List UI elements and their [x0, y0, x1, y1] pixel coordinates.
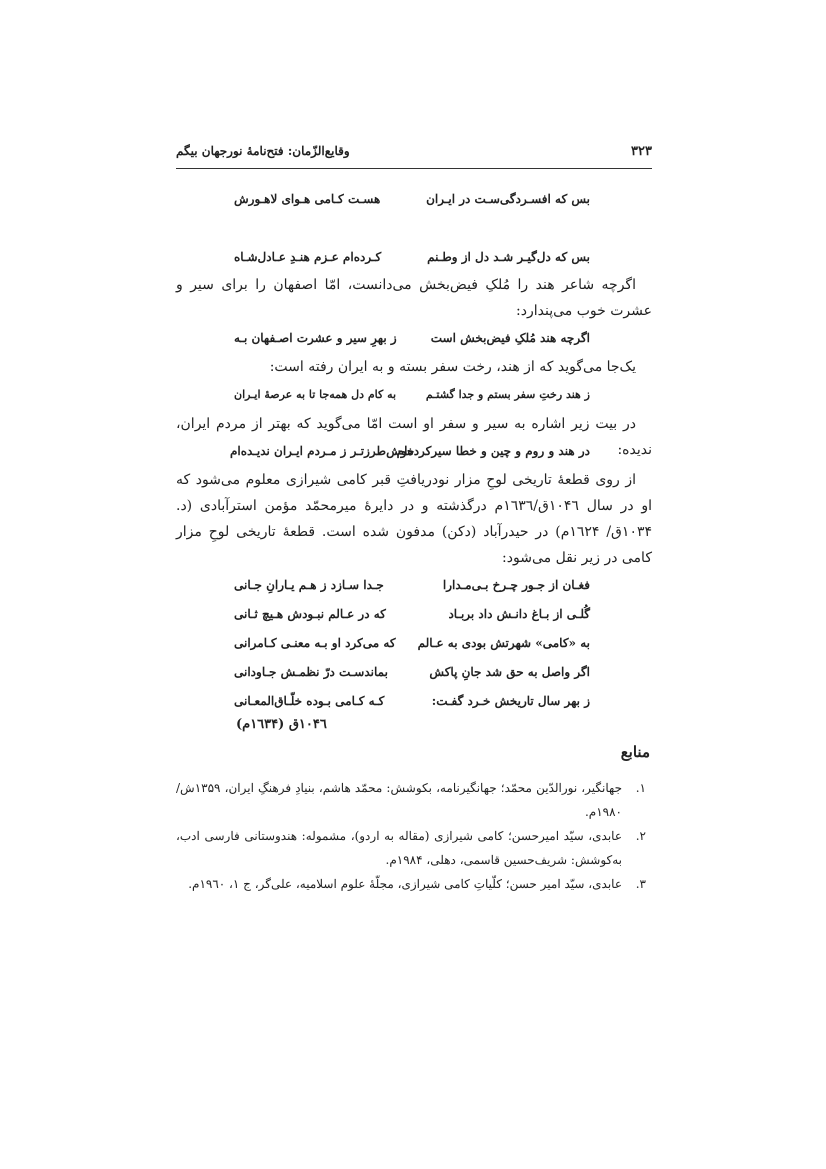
running-title: وقایع‌الزّمان: فتح‌نامهٔ نورجهان بیگم — [176, 144, 350, 158]
source-text: جهانگیر، نورالدّین محمّد؛ جهانگیرنامه، بکوشش: محمّد هاشم، بنیادِ فرهنگِ ایران، ۱۳۵۹ش/۱۹۸۰م. — [176, 781, 622, 819]
verse-hemistich-first: به «کامی» شهرتش بودی به عـالم — [417, 636, 590, 650]
verse-couplet — [234, 578, 590, 596]
verse-hemistich-second: بماندسـت درّ نظمـش جـاودانی — [234, 665, 388, 679]
verse-hemistich-first: اگر واصل به حق شد جانِ پاکش — [429, 665, 590, 679]
paragraph: اگرچه شاعر هند را مُلکِ فیض‌بخش می‌دانست، امّا اصفهان را برای سیر و عشرت خوب می‌پندارد: — [176, 277, 652, 319]
verse-couplet — [234, 331, 590, 349]
paragraph: یک‌جا می‌گوید که از هند، رخت سفر بسته و به ایران رفته است: — [269, 359, 636, 375]
verse-hemistich-second: که در عـالم نبـودش هـیچ ثـانی — [234, 607, 386, 621]
verse-hemistich-second: خوش‌طرزتـر ز مـردم ایـران ندیـده‌ام — [230, 444, 415, 458]
verse-couplet — [234, 250, 590, 268]
verse-hemistich-second: ز بهرِ سیر و عشرت اصـفهان بـه — [234, 331, 397, 345]
verse-hemistich-second: کـه کـامی بـوده خلّـاق‌المعـانی — [234, 694, 385, 708]
verse-hemistich-first: بس که دل‌گیـر شـد دل از وطـنم — [427, 250, 590, 264]
verse-couplet — [234, 636, 590, 654]
verse-hemistich-first: بس که افسـردگی‌سـت در ایـران — [426, 192, 590, 206]
tomb-date: ۱۰۴٦ق (۱٦۳۴م) — [236, 717, 327, 732]
source-number: ۲. — [635, 829, 646, 843]
verse-couplet — [234, 665, 590, 683]
paragraph: در بیت زیر اشاره به سیر و سفر او است امّا می‌گوید که بهتر از مردم ایران، ندیده: — [176, 416, 652, 458]
verse-couplet — [234, 694, 590, 712]
verse-hemistich-first: ز بهر سال تاریخش خـرد گفـت: — [431, 694, 590, 708]
verse-couplet — [234, 388, 590, 404]
source-text: عابدی، سیّد امیرحسن؛ کامی شیرازی (مقاله به اردو)، مشموله: هندوستانی فارسی ادب، به‌کوشش: شریف‌حسین قاسمی، دهلی، ۱۹۸۴م. — [176, 829, 622, 867]
verse-hemistich-second: کـرده‌ام عـزم هنـدِ عـادل‌شـاه — [234, 250, 382, 264]
source-text: عابدی، سیّد امیر حسن؛ کلّیاتِ کامی شیرازی، مجلّهٔ علوم اسلامیه، علی‌گر، ج ۱، ۱۹٦۰م. — [188, 877, 622, 891]
source-number: ۱. — [635, 781, 646, 795]
verse-couplet — [234, 607, 590, 625]
verse-hemistich-first: اگرچه هند مُلکِ فیض‌بخش است — [430, 331, 590, 345]
verse-hemistich-first: فغـان از جـور چـرخ بـی‌مـدارا — [442, 578, 590, 592]
verse-hemistich-first: گُلـی از بـاغ دانـش داد بربـاد — [448, 607, 590, 621]
page-header — [176, 142, 652, 169]
source-item — [176, 776, 652, 824]
verse-hemistich-second: به کام دل همه‌جا تا به عرصهٔ ایـران — [234, 388, 397, 401]
source-item — [176, 824, 652, 872]
source-number: ۳. — [635, 877, 646, 891]
verse-hemistich-first: ز هند رختِ سفر بستم و جدا گشتـم — [425, 388, 590, 401]
sources-heading: منابع — [620, 743, 650, 761]
verse-hemistich-second: هسـت کـامی هـوای لاهـورش — [234, 192, 381, 206]
verse-couplet — [234, 192, 590, 210]
source-item — [176, 872, 652, 896]
verse-hemistich-second: که می‌کرد او بـه معنـی کـامرانی — [234, 636, 396, 650]
paragraph: از روی قطعهٔ تاریخی لوحِ مزار نودریافتِ قبر کامی شیرازی معلوم می‌شود که او در سال ۱۰۴٦ق/۱٦۳٦م درگذشته و در دایرهٔ میرمحمّد مؤمن استرآبادی (د. ۱۰۳۴ق/ ۱٦۲۴م) در حیدرآباد (دکن) مدفون شده است. قطعهٔ تاریخی لوحِ مزار کامی در زیر نقل می‌شود: — [176, 472, 652, 566]
verse-couplet — [230, 444, 590, 462]
verse-hemistich-first: در هند و روم و چین و خطا سیرکرده‌ام — [396, 444, 590, 458]
page-number: ۳۲۳ — [631, 144, 652, 159]
verse-hemistich-second: جـدا سـازد ز هـم یـارانِ جـانی — [234, 578, 384, 592]
